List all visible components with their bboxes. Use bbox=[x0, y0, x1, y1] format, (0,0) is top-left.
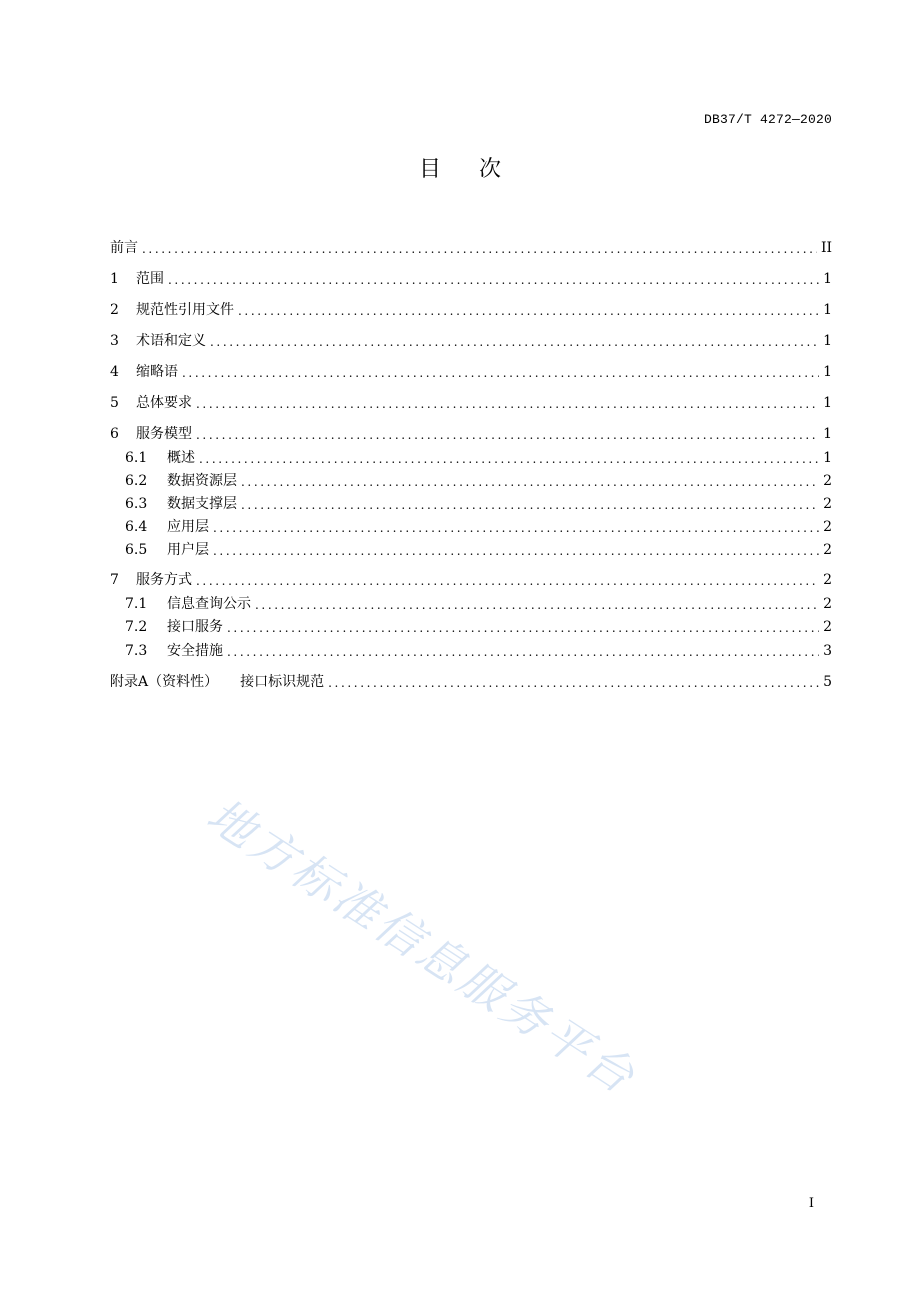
toc-entry-label: 接口标识规范 bbox=[240, 674, 325, 690]
document-code: DB37/T 4272—2020 bbox=[703, 112, 832, 127]
toc-entry-label: 概述 bbox=[167, 450, 195, 466]
toc-leader-dots bbox=[227, 643, 819, 661]
toc-entry-label: 服务模型 bbox=[136, 426, 192, 442]
toc-entry[interactable] bbox=[125, 617, 832, 637]
toc-leader-dots bbox=[238, 302, 819, 320]
toc-entry-page: 5 bbox=[823, 674, 832, 690]
toc-entry-number: 5 bbox=[110, 395, 119, 411]
watermark: 地方标准信息服务平台 bbox=[197, 787, 647, 1106]
toc-leader-dots bbox=[227, 619, 819, 637]
toc-entry-label: 总体要求 bbox=[136, 395, 192, 411]
toc-entry-page: 2 bbox=[823, 596, 832, 612]
toc-entry-number: 7 bbox=[110, 572, 119, 588]
toc-entry[interactable] bbox=[110, 362, 832, 382]
page-number: I bbox=[808, 1196, 814, 1211]
toc-entry-number: 4 bbox=[110, 364, 119, 380]
toc-entry-label: 缩略语 bbox=[136, 364, 178, 380]
toc-entry-number: 1 bbox=[110, 271, 119, 287]
toc-entry-label: 数据资源层 bbox=[167, 473, 237, 489]
toc-entry-page: II bbox=[820, 240, 832, 256]
toc-entry-page: 2 bbox=[823, 542, 832, 558]
toc-entry-number: 6.1 bbox=[125, 450, 148, 466]
toc-entry-label: 规范性引用文件 bbox=[136, 302, 234, 318]
toc-entry-label: 用户层 bbox=[167, 542, 209, 558]
toc-entry-page: 1 bbox=[823, 271, 832, 287]
toc-entry[interactable] bbox=[110, 570, 832, 590]
toc-entry[interactable] bbox=[125, 494, 832, 514]
toc-entry-number: 6 bbox=[110, 426, 119, 442]
toc-leader-dots bbox=[241, 496, 819, 514]
toc-entry-page: 1 bbox=[823, 426, 832, 442]
toc-leader-dots bbox=[255, 596, 819, 614]
toc-entry[interactable] bbox=[125, 517, 832, 537]
toc-entry-number: 7.3 bbox=[125, 643, 148, 659]
toc-leader-dots bbox=[168, 271, 819, 289]
page-title: 目次 bbox=[418, 157, 539, 182]
toc-entry[interactable] bbox=[110, 672, 832, 692]
toc-entry-number: 6.2 bbox=[125, 473, 148, 489]
toc-entry[interactable] bbox=[110, 238, 832, 258]
toc-entry-number: 7.2 bbox=[125, 619, 148, 635]
toc-entry[interactable] bbox=[110, 331, 832, 351]
toc-entry-page: 2 bbox=[823, 496, 832, 512]
toc-leader-dots bbox=[199, 450, 819, 468]
toc-entry-label: 范围 bbox=[136, 271, 164, 287]
toc-entry[interactable] bbox=[125, 641, 832, 661]
toc-leader-dots bbox=[196, 572, 819, 590]
toc-entry-number: 6.5 bbox=[125, 542, 148, 558]
toc-entry-page: 1 bbox=[823, 364, 832, 380]
toc-entry[interactable] bbox=[125, 448, 832, 468]
toc-entry[interactable] bbox=[125, 471, 832, 491]
toc-entry-label: 数据支撑层 bbox=[167, 496, 237, 512]
toc-entry[interactable] bbox=[125, 540, 832, 560]
toc-leader-dots bbox=[182, 364, 819, 382]
toc-entry-label: 安全措施 bbox=[167, 643, 223, 659]
toc-entry[interactable] bbox=[125, 594, 832, 614]
toc-entry-label: 信息查询公示 bbox=[167, 596, 251, 612]
toc-leader-dots bbox=[241, 473, 819, 491]
toc-entry[interactable] bbox=[110, 300, 832, 320]
toc-leader-dots bbox=[196, 426, 819, 444]
toc-entry-page: 2 bbox=[823, 619, 832, 635]
toc-entry-page: 1 bbox=[823, 395, 832, 411]
toc-entry-page: 3 bbox=[823, 643, 832, 659]
toc-entry-label: 服务方式 bbox=[136, 572, 192, 588]
toc-entry-page: 2 bbox=[823, 572, 832, 588]
toc-entry-label: 应用层 bbox=[167, 519, 209, 535]
toc-leader-dots bbox=[210, 333, 819, 351]
toc-entry-number: 6.3 bbox=[125, 496, 148, 512]
toc-entry-page: 2 bbox=[823, 473, 832, 489]
toc-entry-page: 1 bbox=[823, 333, 832, 349]
toc-entry-label: 接口服务 bbox=[167, 619, 223, 635]
toc-entry-number: 2 bbox=[110, 302, 119, 318]
toc-entry-label: 前言 bbox=[110, 240, 138, 256]
toc-entry-number: 3 bbox=[110, 333, 119, 349]
toc-entry[interactable] bbox=[110, 269, 832, 289]
toc-entry-number: 7.1 bbox=[125, 596, 148, 612]
toc-leader-dots bbox=[142, 240, 817, 258]
toc-entry-label: 术语和定义 bbox=[136, 333, 206, 349]
toc-entry[interactable] bbox=[110, 393, 832, 413]
toc-entry-page: 1 bbox=[823, 302, 832, 318]
toc-entry-number: 附录A（资料性） bbox=[110, 674, 219, 690]
toc-entry-page: 2 bbox=[823, 519, 832, 535]
toc-entry-page: 1 bbox=[823, 450, 832, 466]
toc-leader-dots bbox=[213, 519, 819, 537]
toc-entry[interactable] bbox=[110, 424, 832, 444]
toc-entry-number: 6.4 bbox=[125, 519, 148, 535]
toc-leader-dots bbox=[328, 674, 819, 692]
toc-leader-dots bbox=[196, 395, 819, 413]
toc-leader-dots bbox=[213, 542, 819, 560]
